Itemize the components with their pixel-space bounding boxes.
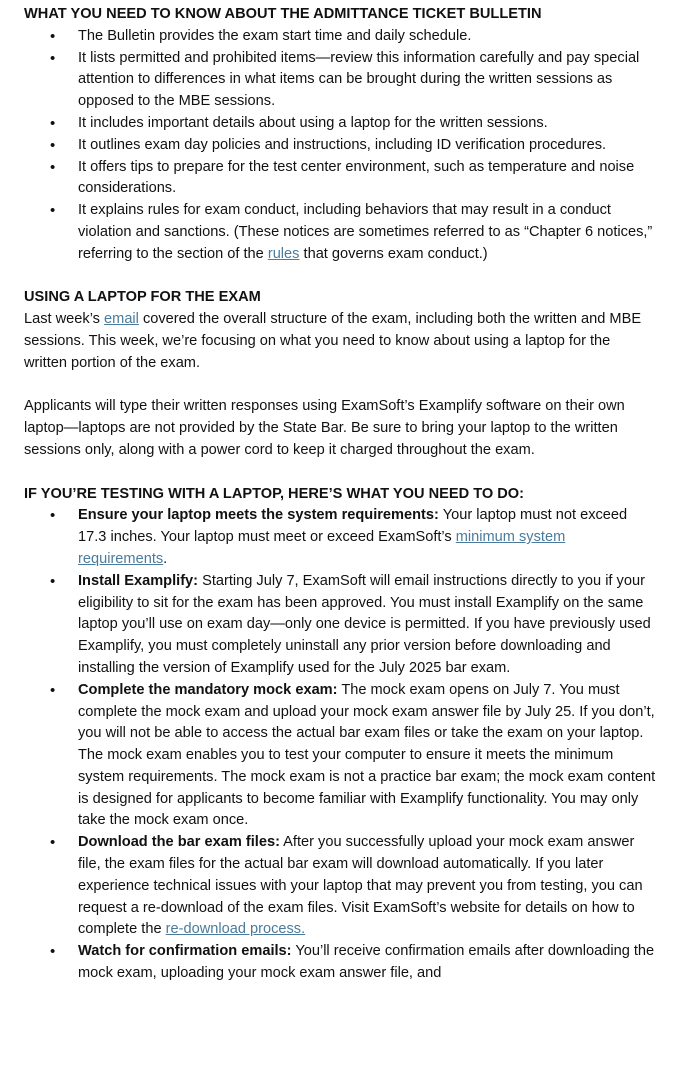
system-requirements-link[interactable]: minimum system requirements	[78, 529, 566, 567]
list-item-text: It explains rules for exam conduct, including behaviors that may result in a conduct violation and sanctions. (These notices are sometimes referred to as “Chapter 6 notices,” referring to the section of the	[78, 202, 653, 262]
step-title: Download the bar exam files:	[78, 834, 280, 851]
list-item: • It outlines exam day policies and instructions, including ID verification procedures.	[78, 135, 656, 157]
step-text: After you successfully upload your mock exam answer file, the exam files for the actual bar exam will download automatically. If you later experience technical issues with your laptop that may prevent you from testing, you can request a re-download of the exam files. Visit ExamSoft’s website for details on how to complete the	[78, 834, 643, 938]
step-title: Ensure your laptop meets the system requirements:	[78, 507, 439, 524]
list-item	[78, 941, 656, 985]
laptop-steps-list	[24, 505, 656, 985]
laptop-intro-paragraph	[24, 309, 656, 374]
list-item	[78, 505, 656, 570]
list-item	[78, 832, 656, 941]
step-title: Install Examplify:	[78, 572, 199, 589]
admittance-ticket-list	[24, 26, 656, 266]
spacer	[24, 266, 656, 288]
section-heading-laptop: USING A LAPTOP FOR THE EXAM	[24, 289, 261, 306]
rules-link[interactable]: rules	[267, 245, 300, 262]
spacer	[24, 462, 656, 484]
step-text: .	[163, 550, 168, 567]
list-item: • The Bulletin provides the exam start time and daily schedule.	[78, 26, 656, 48]
list-item: • It offers tips to prepare for the test center environment, such as temperature and noise considerations.	[78, 157, 656, 201]
list-item-text: that governs exam conduct.)	[299, 245, 488, 262]
step-title: Complete the mandatory mock exam:	[78, 681, 338, 698]
list-item: • It lists permitted and prohibited items—review this information carefully and pay special attention to differences in what items can be brought during the written sessions as opposed to the MBE sessions.	[78, 48, 656, 113]
paragraph-text: covered the overall structure of the exam, including both the written and MBE sessions. This week, we’re focusing on what you need to know about using a laptop for the written portion of the exam.	[24, 311, 642, 371]
spacer	[24, 375, 656, 397]
list-item	[78, 571, 656, 680]
step-text: You’ll receive confirmation emails after downloading the mock exam, uploading your mock exam answer file, and	[78, 943, 655, 982]
step-title: Watch for confirmation emails:	[78, 943, 292, 960]
examplify-paragraph: Applicants will type their written responses using ExamSoft’s Examplify software on their own laptop—laptops are not provided by the State Bar. Be sure to bring your laptop to the written sessions only, along with a power cord to keep it charged throughout the exam.	[24, 398, 625, 458]
list-item: • It includes important details about using a laptop for the written sessions.	[78, 113, 656, 135]
list-item	[78, 680, 656, 833]
email-link[interactable]: email	[104, 311, 139, 328]
re-download-process-link[interactable]: re-download process.	[165, 921, 306, 938]
step-text: Your laptop must not exceed 17.3 inches. Your laptop must meet or exceed ExamSoft’s	[78, 507, 628, 546]
list-item	[78, 200, 656, 265]
section-heading-admittance-ticket: WHAT YOU NEED TO KNOW ABOUT THE ADMITTANCE TICKET BULLETIN	[24, 6, 542, 22]
section-heading-laptop-steps: IF YOU’RE TESTING WITH A LAPTOP, HERE’S WHAT YOU NEED TO DO:	[24, 485, 525, 502]
paragraph-text: Last week’s	[24, 311, 105, 328]
step-text: Starting July 7, ExamSoft will email instructions directly to you if your eligibility to sit for the exam has been approved. You must install Examplify on the same laptop you’ll use on exam day—only one device is permitted. If you have previously used Examplify, you must completely uninstall any prior version before downloading and installing the version of Examplify used for the July 2025 bar exam.	[78, 572, 651, 676]
step-text: The mock exam opens on July 7. You must complete the mock exam and upload your mock exam answer file by July 25. If you don’t, you will not be able to access the actual bar exam files or take the exam on your laptop. The mock exam enables you to test your computer to ensure it meets the minimum system requirements. The mock exam is not a practice bar exam; the mock exam content is designed for applicants to become familiar with Examplify functionality. You may only take the mock exam once.	[78, 681, 656, 829]
